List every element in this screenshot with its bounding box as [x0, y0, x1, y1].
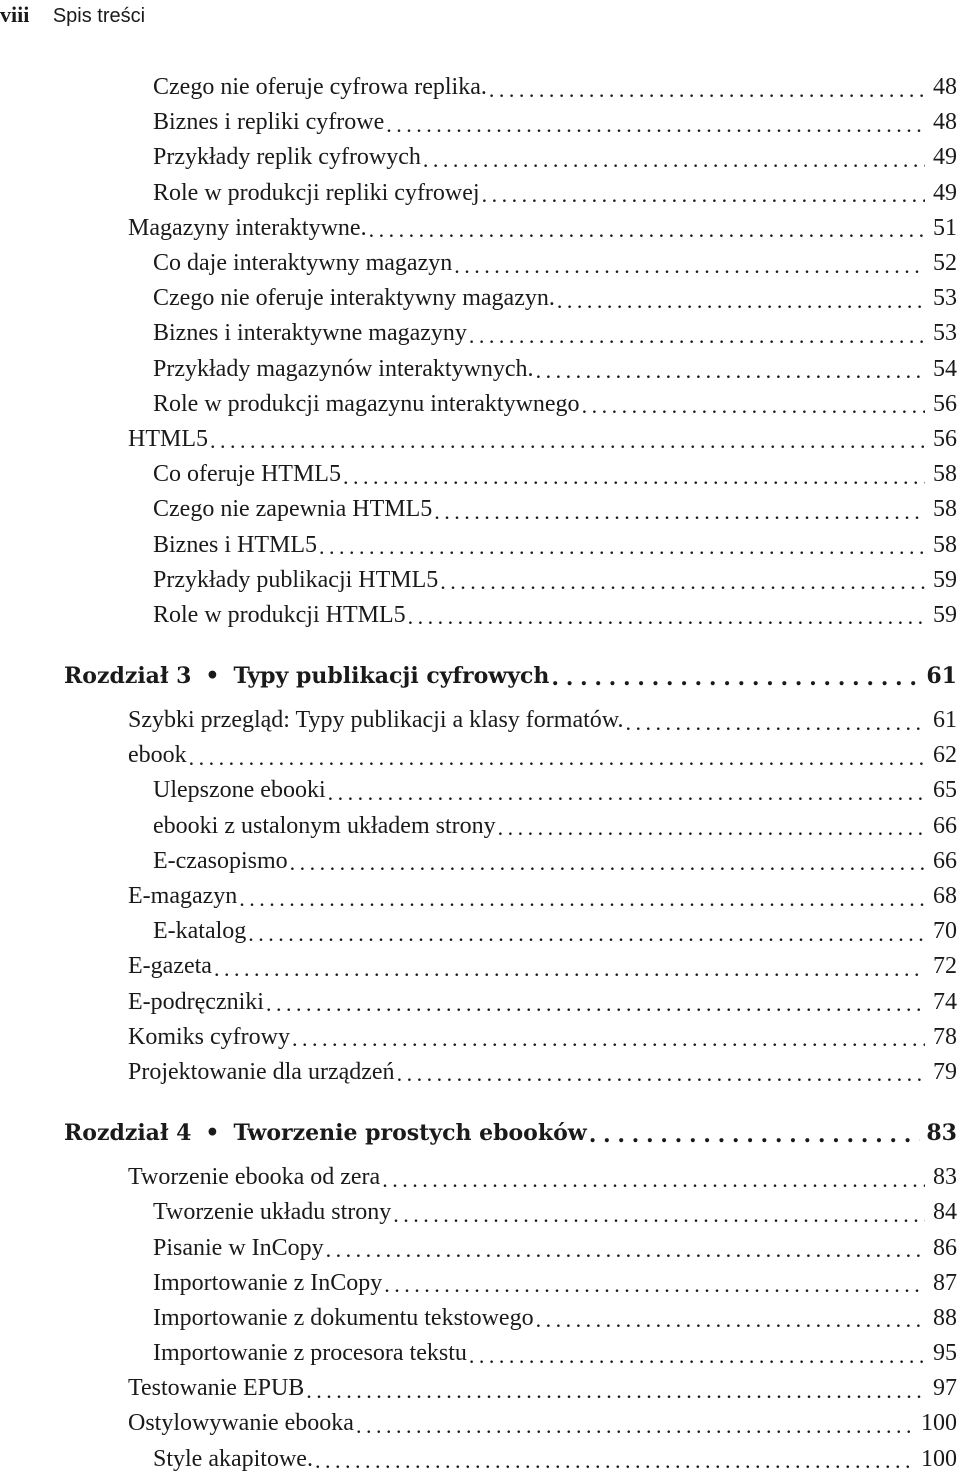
toc-entry-page: 62 — [933, 742, 957, 769]
toc-entry-title: Importowanie z dokumentu tekstowego — [153, 1304, 534, 1331]
dot-leader — [189, 747, 925, 769]
toc-entry[interactable] — [0, 1301, 960, 1336]
dot-leader — [306, 1380, 925, 1402]
dot-leader — [382, 1169, 925, 1191]
dot-leader — [557, 290, 925, 312]
running-head: Spis treści — [52, 5, 146, 27]
toc-chapter-page: 61 — [926, 662, 957, 689]
dot-leader — [536, 1309, 925, 1331]
toc-entry-page: 66 — [933, 847, 957, 874]
toc-entry[interactable] — [0, 879, 960, 914]
dot-leader — [319, 536, 925, 558]
toc-entry[interactable] — [0, 985, 960, 1020]
toc-entry-page: 52 — [933, 250, 957, 277]
toc-entry[interactable] — [0, 703, 960, 738]
toc-entry-title: Testowanie EPUB — [128, 1375, 305, 1402]
toc-entry-title: Projektowanie dla urządzeń — [128, 1058, 395, 1085]
dot-leader — [397, 1063, 925, 1085]
toc-entry[interactable] — [0, 914, 960, 949]
chapter-title: Tworzenie prostych ebooków — [233, 1119, 587, 1146]
toc-entry-title: ebooki z ustalonym układem strony — [153, 812, 496, 839]
toc-entry-page: 56 — [933, 425, 957, 452]
dot-leader — [239, 888, 925, 910]
toc-entry-title: E-podręczniki — [128, 988, 264, 1015]
toc-entry[interactable] — [0, 527, 960, 562]
toc-entry[interactable] — [0, 1336, 960, 1371]
toc-entry[interactable] — [0, 211, 960, 246]
toc-entry-page: 49 — [933, 144, 957, 171]
chapter-title: Typy publikacji cyfrowych — [233, 662, 550, 689]
toc-entry-page: 61 — [933, 707, 957, 734]
toc-entry-title: Przykłady magazynów interaktywnych. — [153, 355, 534, 382]
toc-entry[interactable] — [0, 387, 960, 422]
toc-entry-title: Ostylowywanie ebooka — [128, 1410, 354, 1437]
toc-entry-title: Magazyny interaktywne. — [128, 214, 367, 241]
toc-entry[interactable] — [0, 773, 960, 808]
toc-entry-title: Czego nie zapewnia HTML5 — [153, 496, 433, 523]
toc-chapter-title — [64, 1120, 587, 1146]
dot-leader — [384, 1274, 925, 1296]
toc-entry[interactable] — [0, 949, 960, 984]
toc-entry-title: Komiks cyfrowy — [128, 1023, 290, 1050]
chapter-label: Rozdział 3 — [64, 662, 192, 689]
toc-entry-title: Co daje interaktywny magazyn — [153, 250, 453, 277]
toc-entry[interactable] — [0, 844, 960, 879]
toc-entry-page: 66 — [933, 812, 957, 839]
dot-leader — [266, 993, 925, 1015]
dot-leader — [356, 1415, 915, 1437]
toc-entry[interactable] — [0, 281, 960, 316]
toc-chapter-heading[interactable] — [0, 658, 960, 693]
toc-entry-title: Przykłady replik cyfrowych — [153, 144, 421, 171]
toc-entry-page: 53 — [933, 320, 957, 347]
toc-entry-title: E-katalog — [153, 918, 247, 945]
toc-entry-page: 70 — [933, 918, 957, 945]
toc-entry-title: Importowanie z InCopy — [153, 1269, 383, 1296]
toc-entry-title: E-magazyn — [128, 883, 238, 910]
dot-leader — [315, 1450, 915, 1472]
toc-entry-page: 68 — [933, 883, 957, 910]
toc-entry-page: 95 — [933, 1340, 957, 1367]
toc-entry-page: 53 — [933, 285, 957, 312]
toc-entry[interactable] — [0, 1230, 960, 1265]
dot-leader — [210, 430, 925, 452]
toc-entry-page: 100 — [921, 1410, 957, 1437]
toc-entry[interactable] — [0, 1266, 960, 1301]
toc-entry-title: Biznes i HTML5 — [153, 531, 317, 558]
toc-entry[interactable] — [0, 1442, 960, 1477]
toc-entry-page: 58 — [933, 496, 957, 523]
dot-leader — [454, 255, 925, 277]
page-header — [0, 2, 145, 28]
table-of-contents — [0, 70, 960, 1477]
dot-leader — [326, 1239, 925, 1261]
toc-entry-page: 54 — [933, 355, 957, 382]
toc-entry-page: 49 — [933, 179, 957, 206]
toc-entry-title: E-czasopismo — [153, 847, 288, 874]
dot-leader — [589, 1124, 921, 1146]
dot-leader — [386, 114, 925, 136]
toc-entry-title: Pisanie w InCopy — [153, 1234, 324, 1261]
toc-entry[interactable] — [0, 176, 960, 211]
toc-entry-page: 100 — [921, 1445, 957, 1472]
dot-leader — [469, 325, 925, 347]
dot-leader — [498, 817, 925, 839]
dot-leader — [290, 852, 925, 874]
toc-entry[interactable] — [0, 598, 960, 633]
toc-entry-page: 56 — [933, 390, 957, 417]
toc-entry-page: 72 — [933, 953, 957, 980]
dot-leader — [489, 79, 925, 101]
dot-leader — [248, 923, 925, 945]
toc-chapter-heading[interactable] — [0, 1115, 960, 1150]
toc-entry-page: 58 — [933, 461, 957, 488]
toc-entry-title: HTML5 — [128, 425, 208, 452]
toc-entry-page: 59 — [933, 601, 957, 628]
dot-leader — [482, 184, 925, 206]
toc-entry-title: Style akapitowe. — [153, 1445, 313, 1472]
dot-leader — [408, 606, 925, 628]
toc-entry-title: Role w produkcji HTML5 — [153, 601, 406, 628]
toc-entry[interactable] — [0, 105, 960, 140]
toc-entry-page: 88 — [933, 1304, 957, 1331]
dot-leader — [214, 958, 925, 980]
chapter-label: Rozdział 4 — [64, 1119, 192, 1146]
dot-leader — [343, 466, 925, 488]
bullet-separator: • — [205, 1119, 220, 1146]
toc-entry-page: 58 — [933, 531, 957, 558]
toc-chapter-title — [64, 663, 549, 689]
dot-leader — [469, 1345, 925, 1367]
toc-entry-title: Co oferuje HTML5 — [153, 461, 341, 488]
dot-leader — [369, 219, 925, 241]
toc-entry-page: 86 — [933, 1234, 957, 1261]
toc-entry-title: Przykłady publikacji HTML5 — [153, 566, 439, 593]
toc-entry-title: Role w produkcji repliki cyfrowej — [153, 179, 480, 206]
toc-entry-title: Czego nie oferuje cyfrowa replika. — [153, 74, 487, 101]
toc-entry-page: 65 — [933, 777, 957, 804]
toc-entry[interactable] — [0, 246, 960, 281]
toc-entry[interactable] — [0, 563, 960, 598]
toc-entry-page: 78 — [933, 1023, 957, 1050]
toc-entry-page: 74 — [933, 988, 957, 1015]
dot-leader — [434, 501, 925, 523]
dot-leader — [440, 571, 925, 593]
toc-entry-title: ebook — [128, 742, 187, 769]
dot-leader — [328, 782, 925, 804]
toc-entry-title: Tworzenie ebooka od zera — [128, 1164, 381, 1191]
toc-entry[interactable] — [0, 140, 960, 175]
toc-entry[interactable] — [0, 1406, 960, 1441]
toc-entry-title: Tworzenie układu strony — [153, 1199, 392, 1226]
toc-entry-title: Role w produkcji magazynu interaktywnego — [153, 390, 580, 417]
toc-entry-page: 87 — [933, 1269, 957, 1296]
dot-leader — [292, 1028, 925, 1050]
toc-entry[interactable] — [0, 352, 960, 387]
toc-entry[interactable] — [0, 1020, 960, 1055]
toc-entry-title: E-gazeta — [128, 953, 212, 980]
toc-entry-page: 48 — [933, 74, 957, 101]
toc-entry[interactable] — [0, 492, 960, 527]
toc-entry[interactable] — [0, 738, 960, 773]
dot-leader — [536, 360, 925, 382]
toc-entry-page: 59 — [933, 566, 957, 593]
toc-entry-title: Importowanie z procesora tekstu — [153, 1340, 467, 1367]
toc-entry[interactable] — [0, 70, 960, 105]
toc-entry[interactable] — [0, 422, 960, 457]
toc-entry-title: Szybki przegląd: Typy publikacji a klasy formatów. — [128, 707, 624, 734]
toc-entry[interactable] — [0, 316, 960, 351]
dot-leader — [582, 395, 925, 417]
toc-entry[interactable] — [0, 1055, 960, 1090]
toc-chapter-page: 83 — [926, 1119, 957, 1146]
dot-leader — [551, 667, 920, 689]
toc-entry-page: 51 — [933, 214, 957, 241]
toc-entry[interactable] — [0, 1160, 960, 1195]
dot-leader — [393, 1204, 925, 1226]
toc-entry-page: 79 — [933, 1058, 957, 1085]
toc-entry[interactable] — [0, 1371, 960, 1406]
toc-entry-title: Biznes i interaktywne magazyny — [153, 320, 467, 347]
toc-entry-title: Czego nie oferuje interaktywny magazyn. — [153, 285, 555, 312]
toc-entry-page: 97 — [933, 1375, 957, 1402]
dot-leader — [626, 712, 925, 734]
page-number: viii — [0, 2, 30, 27]
toc-entry-page: 48 — [933, 109, 957, 136]
toc-entry[interactable] — [0, 457, 960, 492]
toc-entry-title: Ulepszone ebooki — [153, 777, 326, 804]
dot-leader — [423, 149, 925, 171]
toc-entry-title: Biznes i repliki cyfrowe — [153, 109, 385, 136]
toc-entry-page: 84 — [933, 1199, 957, 1226]
toc-entry[interactable] — [0, 1195, 960, 1230]
toc-entry-page: 83 — [933, 1164, 957, 1191]
toc-entry[interactable] — [0, 809, 960, 844]
bullet-separator: • — [205, 662, 220, 689]
